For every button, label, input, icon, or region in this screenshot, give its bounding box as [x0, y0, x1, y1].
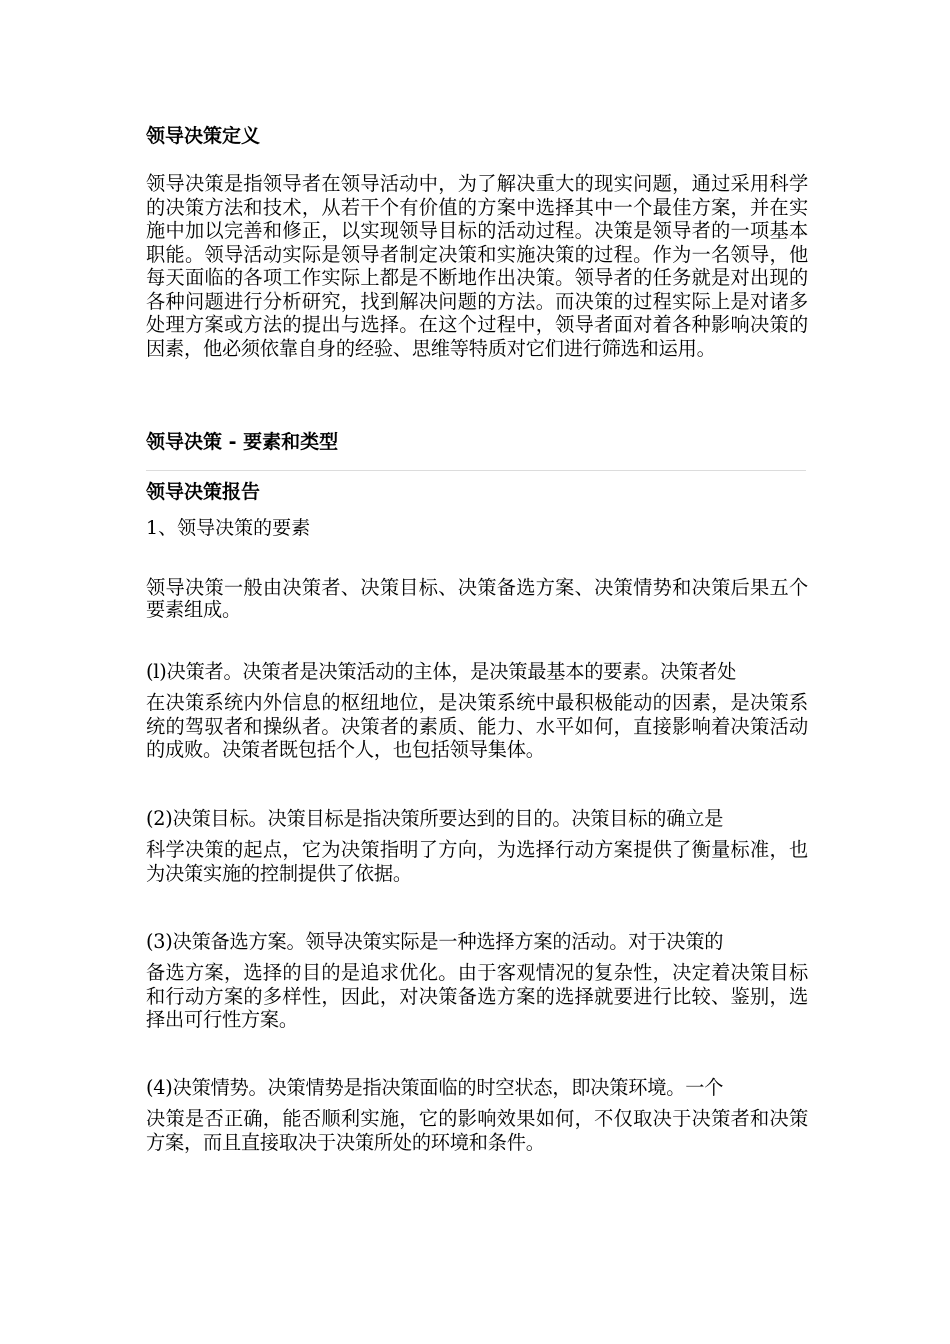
elements-heading: 1、领导决策的要素 — [146, 517, 311, 539]
element-item-first-line: (2)决策目标。决策目标是指决策所要达到的目的。决策目标的确立是 — [146, 807, 724, 830]
element-item-decision-goal — [146, 807, 808, 885]
element-item-first-line: (4)决策情势。决策情势是指决策面临的时空状态，即决策环境。一个 — [146, 1076, 724, 1099]
element-item-body: 决策是否正确，能否顺利实施，它的影响效果如何，不仅取决于决策者和决策方案，而且直接取决于决策所处的环境和条件。 — [146, 1107, 808, 1154]
element-item-decision-maker — [146, 660, 808, 762]
section-divider — [146, 470, 806, 471]
element-item-situation — [146, 1076, 808, 1154]
section-title-definition: 领导决策定义 — [146, 125, 261, 147]
element-item-body: 在决策系统内外信息的枢纽地位，是决策系统中最积极能动的因素，是决策系统的驾驭者和操纵者。决策者的素质、能力、水平如何，直接影响着决策活动的成败。决策者既包括个人，也包括领导集体。 — [146, 691, 808, 761]
element-item-body: 备选方案，选择的目的是追求优化。由于客观情况的复杂性，决定着决策目标和行动方案的多样性，因此，对决策备选方案的选择就要进行比较、鉴别，选择出可行性方案。 — [146, 961, 808, 1031]
element-item-body: 科学决策的起点，它为决策指明了方向，为选择行动方案提供了衡量标准，也为决策实施的控制提供了依据。 — [146, 838, 808, 885]
definition-paragraph: 领导决策是指领导者在领导活动中，为了解决重大的现实问题，通过采用科学的决策方法和技术，从若干个有价值的方案中选择其中一个最佳方案，并在实施中加以完善和修正，以实现领导目标的活动过程。决策是领导者的一项基本职能。领导活动实际是领导者制定决策和实施决策的过程。作为一名领导，他每天面临的各项工作实际上都是不断地作出决策。领导者的任务就是对出现的各种问题进行分析研究，找到解决问题的方法。而决策的过程实际上是对诸多处理方案或方法的提出与选择。在这个过程中，领导者面对着各种影响决策的因素，他必须依靠自身的经验、思维等特质对它们进行筛选和运用。 — [146, 172, 808, 360]
report-subtitle: 领导决策报告 — [146, 481, 261, 503]
element-item-first-line: (l)决策者。决策者是决策活动的主体，是决策最基本的要素。决策者处 — [146, 660, 737, 683]
element-item-first-line: (3)决策备选方案。领导决策实际是一种选择方案的活动。对于决策的 — [146, 930, 724, 953]
section-title-elements-types: 领导决策 - 要素和类型 — [146, 431, 339, 453]
element-item-alternatives — [146, 930, 808, 1032]
elements-intro-paragraph: 领导决策一般由决策者、决策目标、决策备选方案、决策情势和决策后果五个要素组成。 — [146, 576, 808, 621]
